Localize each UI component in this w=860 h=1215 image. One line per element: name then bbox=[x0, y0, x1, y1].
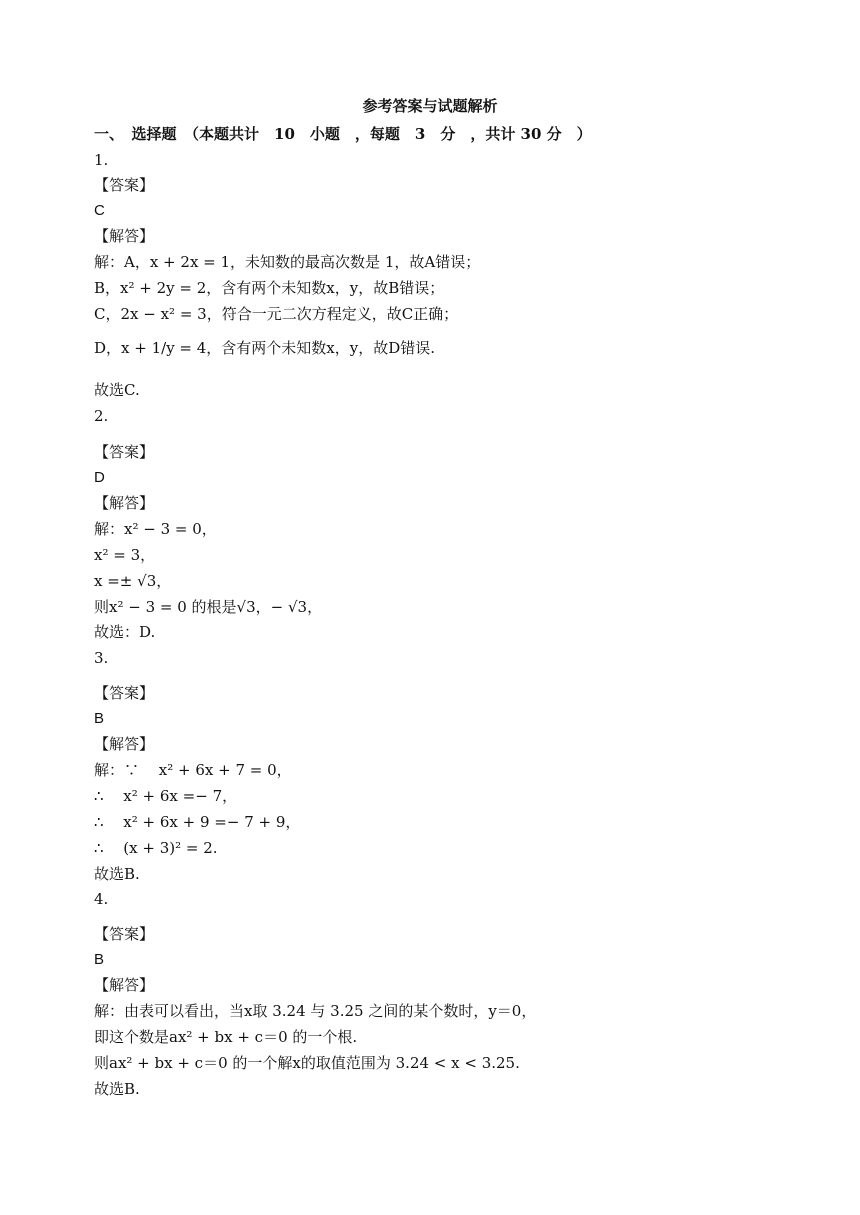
solution-tag-4: 【解答】 bbox=[94, 976, 155, 994]
question-number-2: 2. bbox=[94, 407, 109, 425]
section-heading: 一、 选择题 （本题共计 10 小题 ，每题 3 分 ，共计 30 分 ） bbox=[94, 125, 592, 143]
answer-value-3: B bbox=[94, 710, 105, 727]
solution-line: C，2x − x² = 3，符合一元二次方程定义，故C正确； bbox=[94, 305, 459, 323]
answer-tag-3: 【答案】 bbox=[94, 684, 155, 702]
answer-value-2: D bbox=[94, 469, 105, 486]
answer-tag-1: 【答案】 bbox=[94, 176, 155, 194]
solution-line: D，x + 1/y = 4，含有两个未知数x，y，故D错误. bbox=[94, 339, 436, 357]
solution-line: x² = 3， bbox=[94, 546, 156, 564]
solution-line: 则x² − 3 = 0 的根是√3，− √3， bbox=[94, 598, 323, 616]
solution-line: ∴ (x + 3)² = 2. bbox=[94, 839, 218, 857]
solution-tag-3: 【解答】 bbox=[94, 735, 155, 753]
conclusion-1: 故选C. bbox=[94, 381, 140, 399]
page-title: 参考答案与试题解析 bbox=[362, 97, 498, 115]
solution-tag-1: 【解答】 bbox=[94, 227, 155, 245]
answer-tag-2: 【答案】 bbox=[94, 443, 155, 461]
solution-line: 即这个数是ax² + bx + c＝0 的一个根. bbox=[94, 1028, 358, 1046]
answer-tag-4: 【答案】 bbox=[94, 925, 155, 943]
answer-value-4: B bbox=[94, 951, 105, 968]
conclusion-4: 故选B. bbox=[94, 1080, 140, 1098]
solution-line: ∴ x² + 6x + 9 =− 7 + 9， bbox=[94, 813, 301, 831]
solution-line: 解：A，x + 2x = 1，未知数的最高次数是 1，故A错误； bbox=[94, 253, 481, 271]
conclusion-3: 故选B. bbox=[94, 865, 140, 883]
solution-line: 解：由表可以看出，当x取 3.24 与 3.25 之间的某个数时，y＝0， bbox=[94, 1002, 537, 1020]
solution-line: 解：∵ x² + 6x + 7 = 0， bbox=[94, 761, 292, 779]
question-number-3: 3. bbox=[94, 649, 109, 667]
solution-line: 解：x² − 3 = 0， bbox=[94, 520, 217, 538]
question-number-1: 1. bbox=[94, 151, 109, 169]
solution-line: B，x² + 2y = 2，含有两个未知数x，y，故B错误； bbox=[94, 279, 445, 297]
solution-line: ∴ x² + 6x =− 7， bbox=[94, 787, 238, 805]
conclusion-2: 故选：D. bbox=[94, 623, 156, 641]
question-number-4: 4. bbox=[94, 890, 109, 908]
solution-tag-2: 【解答】 bbox=[94, 494, 155, 512]
solution-line: x =± √3， bbox=[94, 572, 172, 590]
solution-line: 则ax² + bx + c＝0 的一个解x的取值范围为 3.24 < x < 3.25. bbox=[94, 1054, 520, 1072]
answer-value-1: C bbox=[94, 202, 105, 219]
